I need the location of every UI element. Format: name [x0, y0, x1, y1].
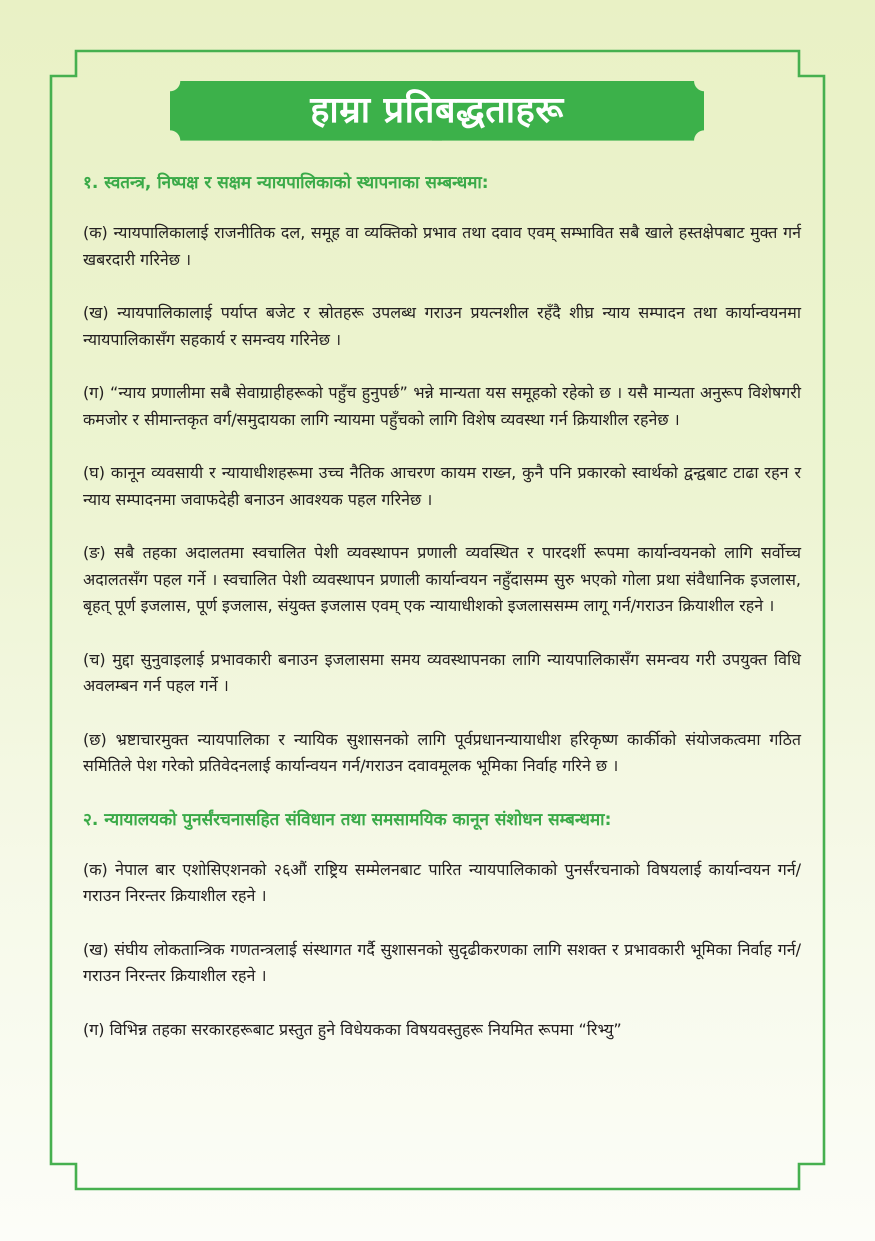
list-item: (ङ) सबै तहका अदालतमा स्वचालित पेशी व्यवस्थापन प्रणाली व्यवस्थित र पारदर्शी रूपमा कार्यान्वयनको लागि सर्वोच्च अदालतसँग पहल गर्ने । स्वचालित पेशी व्यवस्थापन प्रणाली कार्यान्वयन नहुँदासम्म सुरु भएको गोला प्रथा संवैधानिक इजलास, बृहत् पूर्ण इजलास, पूर्ण इजलास, संयुक्त इजलास एवम् एक न्यायाधीशको इजलाससम्म लागू गर्न/गराउन क्रियाशील रहने । — [83, 543, 801, 615]
list-item: (च) मुद्दा सुनुवाइलाई प्रभावकारी बनाउन इजलासमा समय व्यवस्थापनका लागि न्यायपालिकासँग समन्वय गरी उपयुक्त विधि अवलम्बन गर्न पहल गर्ने । — [83, 649, 801, 695]
title-banner — [170, 81, 704, 141]
list-item: (ग) “न्याय प्रणालीमा सबै सेवाग्राहीहरूको पहुँच हुनुपर्छ” भन्ने मान्यता यस समूहको रहेको छ । यसै मान्यता अनुरूप विशेषगरी कमजोर र सीमान्तकृत वर्ग/समुदायका लागि न्यायमा पहुँचको लागि विशेष व्यवस्था गर्न क्रियाशील रहनेछ । — [83, 383, 801, 429]
document-body — [83, 170, 801, 1070]
list-item: (क) नेपाल बार एशोसिएशनको २६औं राष्ट्रिय सम्मेलनबाट पारित न्यायपालिकाको पुनर्संरचनाको विषयलाई कार्यान्वयन गर्न/गराउन निरन्तर क्रियाशील रहने । — [83, 859, 801, 905]
page-title: हाम्रा प्रतिबद्धताहरू — [310, 90, 564, 131]
list-item: (छ) भ्रष्टाचारमुक्त न्यायपालिका र न्यायिक सुशासनको लागि पूर्वप्रधानन्यायाधीश हरिकृष्ण कार्कीको संयोजकत्वमा गठित समितिले पेश गरेको प्रतिवेदनलाई कार्यान्वयन गर्न/गराउन दवावमूलक भूमिका निर्वाह गरिने छ । — [83, 729, 801, 775]
list-item: (ग) विभिन्न तहका सरकारहरूबाट प्रस्तुत हुने विधेयकका विषयवस्तुहरू नियमित रूपमा “रिभ्यु” — [83, 1019, 622, 1039]
list-item: (घ) कानून व्यवसायी र न्यायाधीशहरूमा उच्च नैतिक आचरण कायम राख्न, कुनै पनि प्रकारको स्वार्थको द्वन्द्वबाट टाढा रहन र न्याय सम्पादनमा जवाफदेही बनाउन आवश्यक पहल गरिनेछ । — [83, 463, 801, 509]
section-heading: १. स्वतन्त्र, निष्पक्ष र सक्षम न्यायपालिकाको स्थापनाका सम्बन्धमा: — [83, 173, 489, 193]
list-item: (ख) संघीय लोकतान्त्रिक गणतन्त्रलाई संस्थागत गर्दै सुशासनको सुदृढीकरणका लागि सशक्त र प्रभावकारी भूमिका निर्वाह गर्न/गराउन निरन्तर क्रियाशील रहने । — [83, 939, 801, 985]
section-heading: २. न्यायालयको पुनर्संरचनासहित संविधान तथा समसामयिक कानून संशोधन सम्बन्धमा: — [83, 809, 612, 830]
section-1 — [83, 170, 801, 780]
section-2 — [83, 807, 801, 1044]
list-item: (क) न्यायपालिकालाई राजनीतिक दल, समूह वा व्यक्तिको प्रभाव तथा दवाव एवम् सम्भावित सबै खाले हस्तक्षेपबाट मुक्त गर्न खबरदारी गरिनेछ । — [83, 223, 801, 269]
list-item: (ख) न्यायपालिकालाई पर्याप्त बजेट र स्रोतहरू उपलब्ध गराउन प्रयत्नशील रहँदै शीघ्र न्याय सम्पादन तथा कार्यान्वयनमा न्यायपालिकासँग सहकार्य र समन्वय गरिनेछ । — [83, 303, 801, 349]
